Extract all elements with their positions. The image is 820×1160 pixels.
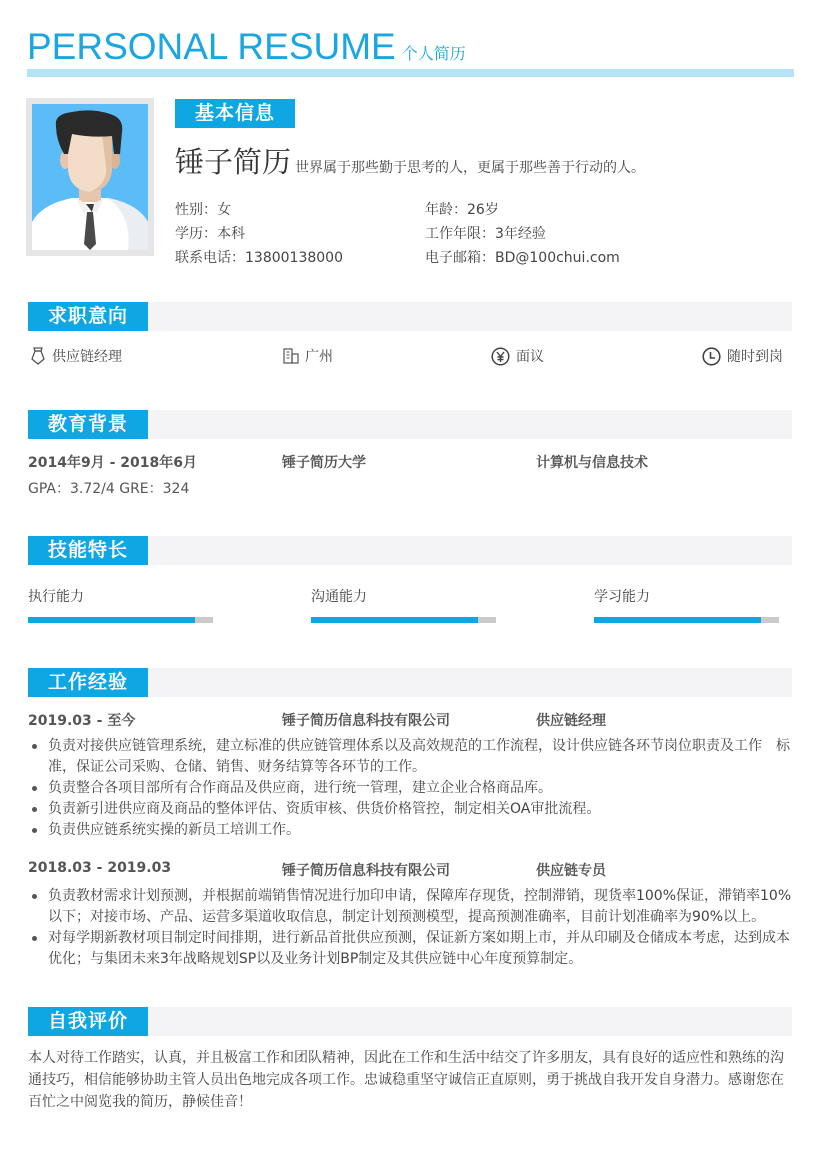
info-label: 联系电话： xyxy=(175,250,245,266)
info-value: 26岁 xyxy=(467,202,499,218)
job-duties xyxy=(28,886,794,970)
list-item: 负责整合各项目部所有合作商品及供应商，进行统一管理，建立企业合格商品库。 xyxy=(28,778,794,799)
skill-progress-fill xyxy=(311,617,478,623)
intent-availability xyxy=(702,346,783,366)
skill-progress-fill xyxy=(594,617,761,623)
section-label-intent: 求职意向 xyxy=(28,302,148,331)
skill-name: 沟通能力 xyxy=(311,589,367,605)
education-major: 计算机与信息技术 xyxy=(536,455,648,471)
resume-subtitle: 个人简历 xyxy=(401,44,466,63)
resume-header xyxy=(27,26,794,68)
info-education xyxy=(175,222,343,246)
info-value: 3年经验 xyxy=(495,226,546,242)
info-gender xyxy=(175,198,343,222)
skill-progress-fill xyxy=(28,617,195,623)
info-value: BD@100chui.com xyxy=(495,250,620,266)
profile-photo xyxy=(26,98,154,256)
building-icon xyxy=(283,348,299,364)
job-duties xyxy=(28,736,794,841)
section-header-education xyxy=(28,410,792,439)
section-label-skills: 技能特长 xyxy=(28,536,148,565)
header-divider xyxy=(27,69,794,77)
section-label-work: 工作经验 xyxy=(28,668,148,697)
job-company: 锤子简历信息科技有限公司 xyxy=(282,863,450,879)
skill-progress-bar xyxy=(28,617,213,623)
tie-icon xyxy=(30,347,46,365)
intent-position xyxy=(30,346,122,366)
section-header-work xyxy=(28,668,792,697)
job-company: 锤子简历信息科技有限公司 xyxy=(282,713,450,729)
resume-title: PERSONAL RESUME xyxy=(27,26,396,67)
info-value: 13800138000 xyxy=(245,250,343,266)
section-label-self-eval: 自我评价 xyxy=(28,1007,148,1036)
section-label-education: 教育背景 xyxy=(28,410,148,439)
intent-availability-text: 随时到岗 xyxy=(727,349,783,365)
list-item: 对每学期新教材项目制定时间排期，进行新品首批供应预测，保证新方案如期上市，并从印刷及仓储成本考虑，达到成本优化；与集团未来3年战略规划SP以及业务计划BP制定及其供应链中心年度预算制定。 xyxy=(28,928,794,970)
info-phone xyxy=(175,246,343,270)
skill-progress-bar xyxy=(594,617,779,623)
candidate-name: 锤子简历 xyxy=(175,145,292,179)
list-item: 负责对接供应链管理系统，建立标准的供应链管理体系以及高效规范的工作流程，设计供应链各环节岗位职责及工作 标准，保证公司采购、仓储、销售、财务结算等各环节的工作。 xyxy=(28,736,794,778)
intent-salary xyxy=(491,346,544,366)
info-years xyxy=(425,222,620,246)
info-label: 年龄： xyxy=(425,202,467,218)
list-item: 负责供应链系统实操的新员工培训工作。 xyxy=(28,820,794,841)
skill-name: 学习能力 xyxy=(594,589,650,605)
info-value: 本科 xyxy=(217,226,245,242)
basic-info-right xyxy=(425,198,620,270)
info-email xyxy=(425,246,620,270)
job-title: 供应链专员 xyxy=(536,863,606,879)
education-period: 2014年9月 - 2018年6月 xyxy=(28,455,197,471)
intent-location xyxy=(283,346,333,366)
basic-info-left xyxy=(175,198,343,270)
info-label: 电子邮箱： xyxy=(425,250,495,266)
job-period: 2019.03 - 至今 xyxy=(28,713,136,729)
yen-icon xyxy=(491,347,510,366)
intent-location-text: 广州 xyxy=(305,349,333,365)
info-label: 学历： xyxy=(175,226,217,242)
candidate-motto: 世界属于那些勤于思考的人，更属于那些善于行动的人。 xyxy=(295,160,646,176)
section-header-self-eval xyxy=(28,1007,792,1036)
job-period: 2018.03 - 2019.03 xyxy=(28,860,172,876)
skill-name: 执行能力 xyxy=(28,589,84,605)
list-item: 负责教材需求计划预测，并根据前端销售情况进行加印申请，保障库存现货，控制滞销，现货率100%保证，滞销率10%以下；对接市场、产品、运营多渠道收取信息，制定计划预测模型，提高预测准确率，目前计划准确率为90%以上。 xyxy=(28,886,794,928)
self-evaluation-text: 本人对待工作踏实，认真，并且极富工作和团队精神，因此在工作和生活中结交了许多朋友，具有良好的适应性和熟练的沟通技巧，相信能够协助主管人员出色地完成各项工作。忠诚稳重坚守诚信正直原则，勇于挑战自我开发自身潜力。感谢您在百忙之中阅览我的简历，静候佳音！ xyxy=(28,1050,784,1110)
clock-icon xyxy=(702,347,721,366)
skill-progress-bar xyxy=(311,617,496,623)
info-value: 女 xyxy=(217,202,231,218)
intent-position-text: 供应链经理 xyxy=(52,349,122,365)
info-label: 工作年限： xyxy=(425,226,495,242)
intent-salary-text: 面议 xyxy=(516,349,544,365)
section-label-basic-info: 基本信息 xyxy=(175,99,295,128)
section-header-skills xyxy=(28,536,792,565)
avatar xyxy=(32,104,148,250)
info-age xyxy=(425,198,620,222)
job-title: 供应链经理 xyxy=(536,713,606,729)
education-scores: GPA：3.72/4 GRE：324 xyxy=(28,481,190,497)
section-header-intent xyxy=(28,302,792,331)
info-label: 性别： xyxy=(175,202,217,218)
name-line xyxy=(175,140,645,181)
list-item: 负责新引进供应商及商品的整体评估、资质审核、供货价格管控，制定相关OA审批流程。 xyxy=(28,799,794,820)
avatar-illustration-icon xyxy=(32,104,148,250)
education-school: 锤子简历大学 xyxy=(282,455,366,471)
